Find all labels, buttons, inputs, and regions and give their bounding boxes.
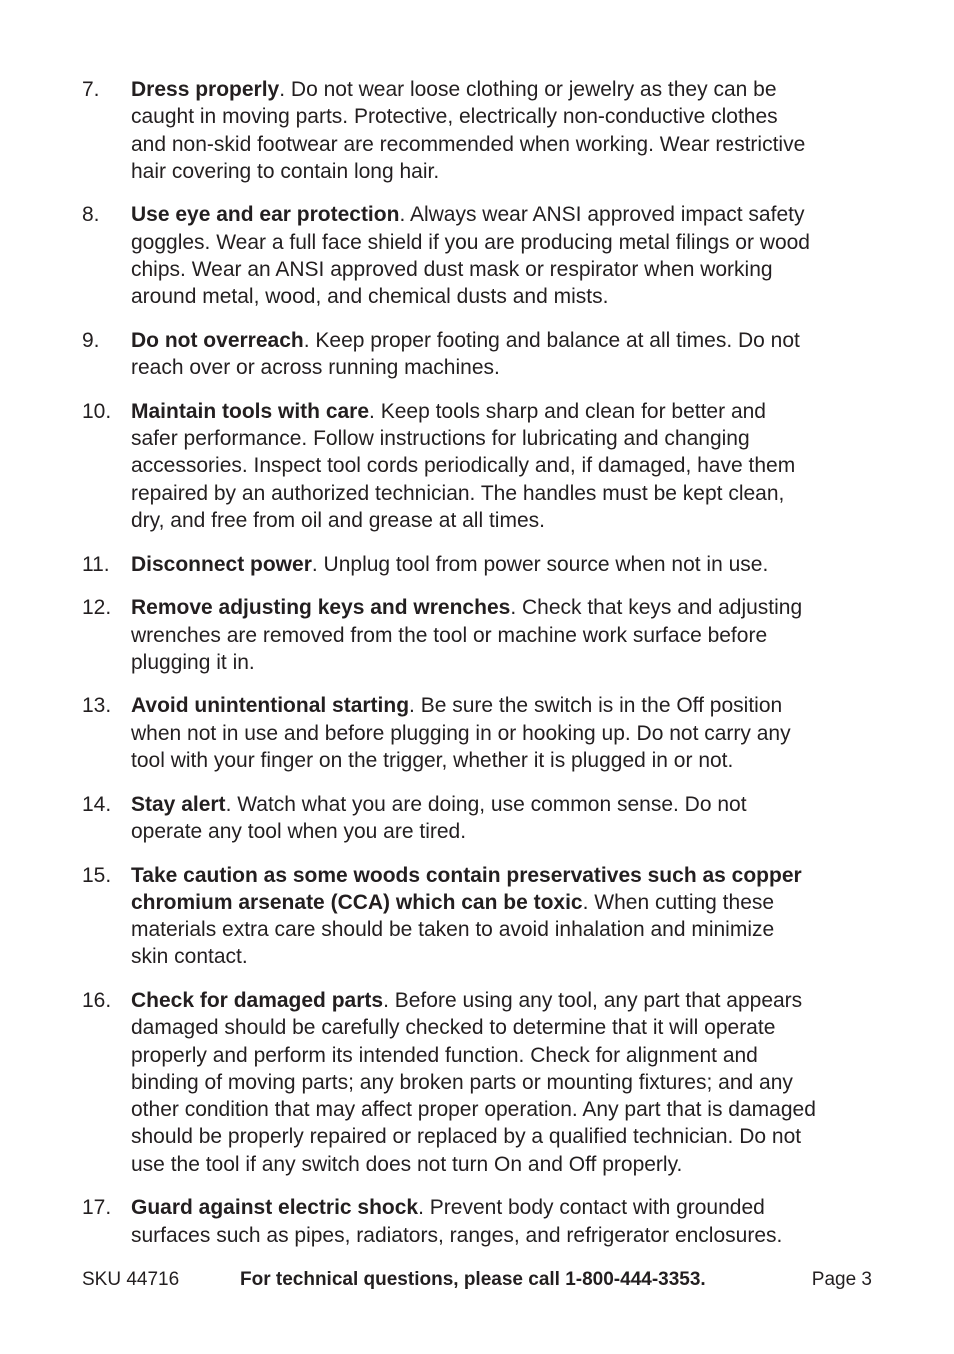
text-line — [131, 425, 882, 452]
text-line — [131, 943, 882, 970]
item-body-text: . Watch what you are doing, use common sense. Do not — [225, 792, 747, 816]
text-line — [131, 201, 882, 228]
text-line — [131, 889, 882, 916]
item-heading: chromium arsenate (CCA) which can be toxic — [131, 890, 583, 914]
item-number: 9. — [82, 328, 100, 352]
text-line — [131, 862, 882, 889]
item-body-text: accessories. Inspect tool cords periodically and, if damaged, have them — [131, 454, 796, 478]
list-item — [82, 76, 882, 185]
item-body-text: . Check that keys and adjusting — [510, 596, 803, 620]
text-line — [131, 158, 882, 185]
technical-support-note: For technical questions, please call 1-800-444-3353. — [240, 1269, 706, 1290]
item-body-text: should be properly repaired or replaced by a qualified technician. Do not — [131, 1125, 802, 1149]
item-body-text: repaired by an authorized technician. The handles must be kept clean, — [131, 481, 785, 505]
list-item — [82, 327, 882, 382]
item-text — [131, 201, 882, 310]
item-body-text: damaged should be carefully checked to determine that it will operate — [131, 1016, 776, 1040]
item-heading: Dress properly — [131, 78, 280, 101]
item-number: 11. — [82, 552, 110, 576]
item-heading: Maintain tools with care — [131, 399, 370, 423]
list-item — [82, 398, 882, 534]
list-item — [82, 201, 882, 310]
item-body-text: use the tool if any switch does not turn On and Off properly. — [131, 1152, 683, 1176]
sku-number: SKU 44716 — [82, 1269, 180, 1290]
text-line — [131, 747, 882, 774]
item-body-text: chips. Wear an ANSI approved dust mask or respirator when working — [131, 258, 773, 282]
list-item — [82, 987, 882, 1178]
item-body-text: reach over or across running machines. — [131, 356, 500, 380]
item-body-text: . Unplug tool from power source when not in use. — [311, 552, 769, 576]
list-item — [82, 692, 882, 774]
item-text — [131, 551, 882, 578]
item-text — [131, 327, 882, 382]
item-heading: Avoid unintentional starting — [131, 694, 410, 718]
item-body-text: . Do not wear loose clothing or jewelry as they can be — [279, 78, 777, 101]
item-number: 7. — [82, 78, 100, 101]
item-text — [131, 987, 882, 1178]
text-line — [131, 692, 882, 719]
text-line — [131, 818, 882, 845]
text-line — [131, 480, 882, 507]
item-heading: Check for damaged parts — [131, 988, 384, 1012]
item-number: 8. — [82, 203, 100, 227]
item-heading: Use eye and ear protection — [131, 203, 400, 227]
item-heading: Stay alert — [131, 792, 226, 816]
item-body-text: caught in moving parts. Protective, electrically non-conductive clothes — [131, 105, 778, 129]
text-line — [131, 283, 882, 310]
item-body-text: safer performance. Follow instructions for lubricating and changing — [131, 427, 750, 451]
text-line — [131, 1096, 882, 1123]
item-number: 17. — [82, 1196, 112, 1220]
text-line — [131, 551, 882, 578]
text-line — [131, 987, 882, 1014]
item-number: 16. — [82, 988, 112, 1012]
item-heading: Guard against electric shock — [131, 1196, 419, 1220]
list-item — [82, 791, 882, 846]
list-item — [82, 862, 882, 971]
item-body-text: . Before using any tool, any part that appears — [383, 988, 803, 1012]
item-body-text: . Always wear ANSI approved impact safety — [399, 203, 805, 227]
page-footer — [82, 1267, 872, 1293]
item-text — [131, 76, 882, 185]
item-body-text: . Be sure the switch is in the Off position — [409, 694, 783, 718]
item-body-text: wrenches are removed from the tool or machine work surface before — [131, 623, 768, 647]
item-heading: Take caution as some woods contain preservatives such as copper — [131, 863, 802, 887]
item-body-text: when not in use and before plugging in or hooking up. Do not carry any — [131, 721, 791, 745]
item-number: 15. — [82, 863, 112, 887]
text-line — [131, 1069, 882, 1096]
item-text — [131, 1194, 882, 1249]
text-line — [131, 720, 882, 747]
item-body-text: . When cutting these — [582, 890, 775, 914]
item-body-text: dry, and free from oil and grease at all times. — [131, 509, 545, 533]
item-body-text: . Keep proper footing and balance at all times. Do not — [303, 328, 800, 352]
item-body-text: . Prevent body contact with grounded — [418, 1196, 765, 1220]
item-body-text: hair covering to contain long hair. — [131, 159, 440, 183]
item-heading: Remove adjusting keys and wrenches — [131, 596, 511, 620]
safety-instructions-list — [82, 76, 882, 1265]
item-body-text: . Keep tools sharp and clean for better and — [369, 399, 766, 423]
item-heading: Disconnect power — [131, 552, 312, 576]
item-text — [131, 398, 882, 534]
list-item — [82, 594, 882, 676]
text-line — [131, 507, 882, 534]
item-body-text: and non-skid footwear are recommended when working. Wear restrictive — [131, 132, 806, 156]
item-body-text: binding of moving parts; any broken parts or mounting fixtures; and any — [131, 1070, 793, 1094]
text-line — [131, 1014, 882, 1041]
item-body-text: skin contact. — [131, 945, 248, 969]
text-line — [131, 398, 882, 425]
item-text — [131, 692, 882, 774]
item-body-text: around metal, wood, and chemical dusts and mists. — [131, 285, 609, 309]
text-line — [131, 229, 882, 256]
text-line — [131, 649, 882, 676]
text-line — [131, 354, 882, 381]
text-line — [131, 452, 882, 479]
item-body-text: materials extra care should be taken to avoid inhalation and minimize — [131, 918, 775, 942]
item-number: 14. — [82, 792, 112, 816]
text-line — [131, 1194, 882, 1221]
item-number: 12. — [82, 596, 112, 620]
item-body-text: tool with your finger on the trigger, whether it is plugged in or not. — [131, 749, 734, 773]
page-number: Page 3 — [811, 1269, 872, 1290]
list-item — [82, 551, 882, 578]
item-body-text: other condition that may affect proper operation. Any part that is damaged — [131, 1098, 816, 1122]
text-line — [131, 1151, 882, 1178]
text-line — [131, 103, 882, 130]
item-text — [131, 791, 882, 846]
item-body-text: plugging it in. — [131, 650, 255, 674]
item-number: 13. — [82, 694, 112, 718]
item-text — [131, 862, 882, 971]
item-body-text: goggles. Wear a full face shield if you are producing metal filings or wood — [131, 230, 810, 254]
text-line — [131, 327, 882, 354]
text-line — [131, 916, 882, 943]
item-number: 10. — [82, 399, 112, 423]
item-text — [131, 594, 882, 676]
text-line — [131, 791, 882, 818]
text-line — [131, 1123, 882, 1150]
list-item — [82, 1194, 882, 1249]
text-line — [131, 131, 882, 158]
text-line — [131, 1042, 882, 1069]
text-line — [131, 594, 882, 621]
text-line — [131, 1222, 882, 1249]
item-body-text: operate any tool when you are tired. — [131, 819, 467, 843]
text-line — [131, 76, 882, 103]
text-line — [131, 622, 882, 649]
item-heading: Do not overreach — [131, 328, 304, 352]
text-line — [131, 256, 882, 283]
item-body-text: surfaces such as pipes, radiators, ranges, and refrigerator enclosures. — [131, 1223, 783, 1247]
item-body-text: properly and perform its intended function. Check for alignment and — [131, 1043, 758, 1067]
